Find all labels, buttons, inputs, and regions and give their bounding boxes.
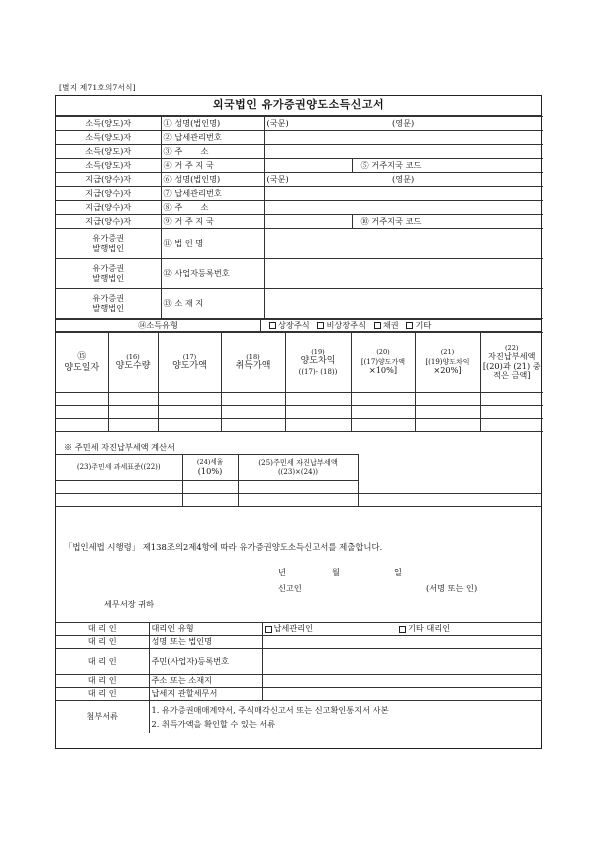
transferor-row (56, 159, 543, 173)
agent-tax-office-field[interactable] (262, 688, 541, 701)
date-line (56, 567, 541, 583)
transferor-address-label: 주 소 (174, 145, 209, 156)
agent-role: 대 리 인 (56, 649, 149, 675)
payer-row (56, 187, 543, 201)
attachments-list (149, 701, 541, 733)
header-transfer-price: (17) 양도가액 (158, 333, 221, 393)
issuer-regno-field[interactable] (264, 259, 543, 289)
header-gain-20pct: (21) [(19)양도차익 ×20%] (415, 333, 480, 393)
payer-taxid-field[interactable] (264, 187, 543, 201)
transferor-name-label: 성명(법인명) (174, 117, 221, 128)
payer-country-code-label: ⑩ 거주지국 코드 (352, 215, 543, 229)
transferor-taxid-field[interactable] (264, 131, 543, 145)
issuer-name-field[interactable] (264, 229, 543, 259)
agent-tax-office-label: 납세지 관할세무서 (149, 688, 262, 701)
attachment-item: 2. 취득가액을 확인할 수 있는 서류 (151, 718, 276, 729)
payer-row (56, 201, 543, 215)
issuer-row (56, 289, 543, 319)
payer-row (56, 173, 543, 187)
agent-regno-label: 주민(사업자)등록번호 (149, 649, 262, 675)
field-number: ① (163, 117, 172, 128)
field-number: ⑫ (163, 267, 172, 278)
agent-name-label: 성명 또는 법인명 (149, 636, 262, 649)
transferor-role: 소득(양도)자 (56, 131, 161, 145)
gain-header-row (56, 333, 543, 393)
issuer-role: 유가증권 발행법인 (56, 229, 161, 259)
payer-name-label: 성명(법인명) (174, 173, 221, 184)
header-resident-self-payment: (25)주민세 자진납부세액 ((23)×(24)) (238, 455, 358, 481)
party-info-table (56, 116, 543, 319)
checkbox-listed-stock[interactable]: 상장주식 (269, 320, 310, 330)
agent-row (56, 688, 541, 701)
income-type-table (56, 319, 541, 332)
income-type-options (261, 320, 542, 332)
transferor-role: 소득(양도)자 (56, 145, 161, 159)
field-number: ④ (163, 159, 172, 170)
transferor-role: 소득(양도)자 (56, 159, 161, 173)
gain-data-row[interactable] (56, 419, 543, 432)
reporter-label: 신고인 (278, 583, 302, 593)
agent-type-label: 대리인 유형 (149, 623, 262, 636)
signature-label[interactable]: (서명 또는 인) (426, 583, 478, 593)
header-transfer-quantity: (16) 양도수량 (108, 333, 158, 393)
header-transfer-gain: (19) 양도차익 ((17)- (18)) (285, 333, 351, 393)
field-number: ⑧ (163, 201, 172, 212)
payer-address-field[interactable] (264, 201, 543, 215)
transferor-country-field[interactable] (264, 159, 352, 173)
checkbox-unlisted-stock[interactable]: 비상장주식 (317, 320, 366, 330)
header-transfer-date: ⑮ 양도일자 (56, 333, 108, 393)
transferor-role: 소득(양도)자 (56, 117, 161, 131)
year-label: 년 (278, 567, 286, 577)
field-number: ② (163, 131, 172, 142)
issuer-regno-label: 사업자등록번호 (174, 267, 230, 278)
resident-tax-table (56, 454, 541, 507)
title-table (56, 96, 541, 116)
resident-tax-data-row[interactable] (56, 494, 541, 507)
tax-return-form (55, 95, 542, 749)
transferor-row (56, 117, 543, 131)
field-number: ⑨ (163, 215, 172, 226)
issuer-row (56, 229, 543, 259)
checkbox-other[interactable]: 기타 (406, 320, 431, 330)
agent-name-field[interactable] (262, 636, 541, 649)
declaration-text: 「법인세법 시행령」 제138조의2제4항에 따라 유가증권양도소득신고서를 제출합니다. (64, 542, 383, 552)
checkbox-other-agent[interactable]: 기타 대리인 (397, 623, 541, 636)
payer-row (56, 215, 543, 229)
transferor-taxid-label: 납세관리번호 (174, 131, 222, 142)
transferor-row (56, 145, 543, 159)
transferor-country-label: 거 주 지 국 (174, 159, 214, 170)
addressee-label: 세무서장 귀하 (104, 599, 155, 609)
transferor-address-field[interactable] (264, 145, 543, 159)
checkbox-bond[interactable]: 채권 (374, 320, 399, 330)
income-type-label: ⑭소득유형 (56, 320, 261, 332)
issuer-name-label: 법 인 명 (174, 237, 204, 248)
payer-country-label: 거 주 지 국 (174, 215, 214, 226)
agent-row (56, 675, 541, 688)
transferor-row (56, 131, 543, 145)
issuer-location-label: 소 재 지 (174, 297, 204, 308)
header-price-10pct: (20) [(17)양도가액 ×10%] (351, 333, 415, 393)
issuer-role: 유가증권 발행법인 (56, 259, 161, 289)
issuer-location-field[interactable] (264, 289, 543, 319)
agent-address-field[interactable] (262, 675, 541, 688)
reporter-line (56, 583, 541, 597)
payer-name-korean[interactable]: (국문) (264, 173, 352, 187)
form-title: 외국법인 유가증권양도소득신고서 (56, 96, 541, 116)
issuer-role: 유가증권 발행법인 (56, 289, 161, 319)
issuer-row (56, 259, 543, 289)
field-number: ⑬ (163, 297, 172, 308)
attachment-item: 1. 유가증권매매계약서, 주식매각신고서 또는 신고확인통지서 사본 (151, 704, 389, 715)
day-label: 일 (394, 567, 402, 577)
field-number: ⑥ (163, 173, 172, 184)
transferor-country-code-label: ⑤ 거주지국 코드 (352, 159, 543, 173)
gain-calculation-table (56, 332, 543, 432)
payer-role: 지급(양수)자 (56, 173, 161, 187)
transferor-name-korean[interactable]: (국문) (264, 117, 352, 131)
payer-country-field[interactable] (264, 215, 352, 229)
payer-role: 지급(양수)자 (56, 215, 161, 229)
payer-role: 지급(양수)자 (56, 187, 161, 201)
resident-tax-heading: ※ 주민세 자진납부세액 계산서 (64, 442, 175, 452)
agent-role: 대 리 인 (56, 675, 149, 688)
gain-data-row[interactable] (56, 406, 543, 419)
field-number: ⑪ (163, 237, 172, 248)
agent-row (56, 649, 541, 675)
form-number-label: [별지 제71호의7서식] (59, 83, 136, 92)
month-label: 월 (332, 567, 340, 577)
attachments-label: 첨부서류 (56, 701, 149, 733)
agent-row (56, 623, 541, 636)
agent-address-label: 주소 또는 소재지 (149, 675, 262, 688)
resident-tax-header-row (56, 455, 541, 481)
payer-taxid-label: 납세관리번호 (174, 187, 222, 198)
resident-tax-data-row[interactable] (56, 481, 541, 494)
attachments-row (56, 701, 541, 733)
transferor-name-english[interactable]: (영문) (352, 117, 543, 131)
field-number: ③ (163, 145, 172, 156)
payer-address-label: 주 소 (174, 201, 209, 212)
agent-table (56, 622, 541, 733)
field-number: ⑦ (163, 187, 172, 198)
gain-data-row[interactable] (56, 393, 543, 406)
agent-role: 대 리 인 (56, 688, 149, 701)
payer-name-english[interactable]: (영문) (352, 173, 543, 187)
header-resident-tax-base: (23)주민세 과세표준((22)) (56, 455, 182, 481)
header-self-payment-tax: (22) 자진납부세액 [(20)과 (21) 중 적은 금액] (480, 333, 543, 393)
header-acquisition-price: (18) 취득가액 (221, 333, 285, 393)
header-tax-rate: (24)세율 (10%) (182, 455, 238, 481)
checkbox-tax-agent[interactable]: 납세관리인 (262, 623, 397, 636)
agent-role: 대 리 인 (56, 636, 149, 649)
agent-row (56, 636, 541, 649)
agent-regno-field[interactable] (262, 649, 541, 675)
agent-role: 대 리 인 (56, 623, 149, 636)
payer-role: 지급(양수)자 (56, 201, 161, 215)
